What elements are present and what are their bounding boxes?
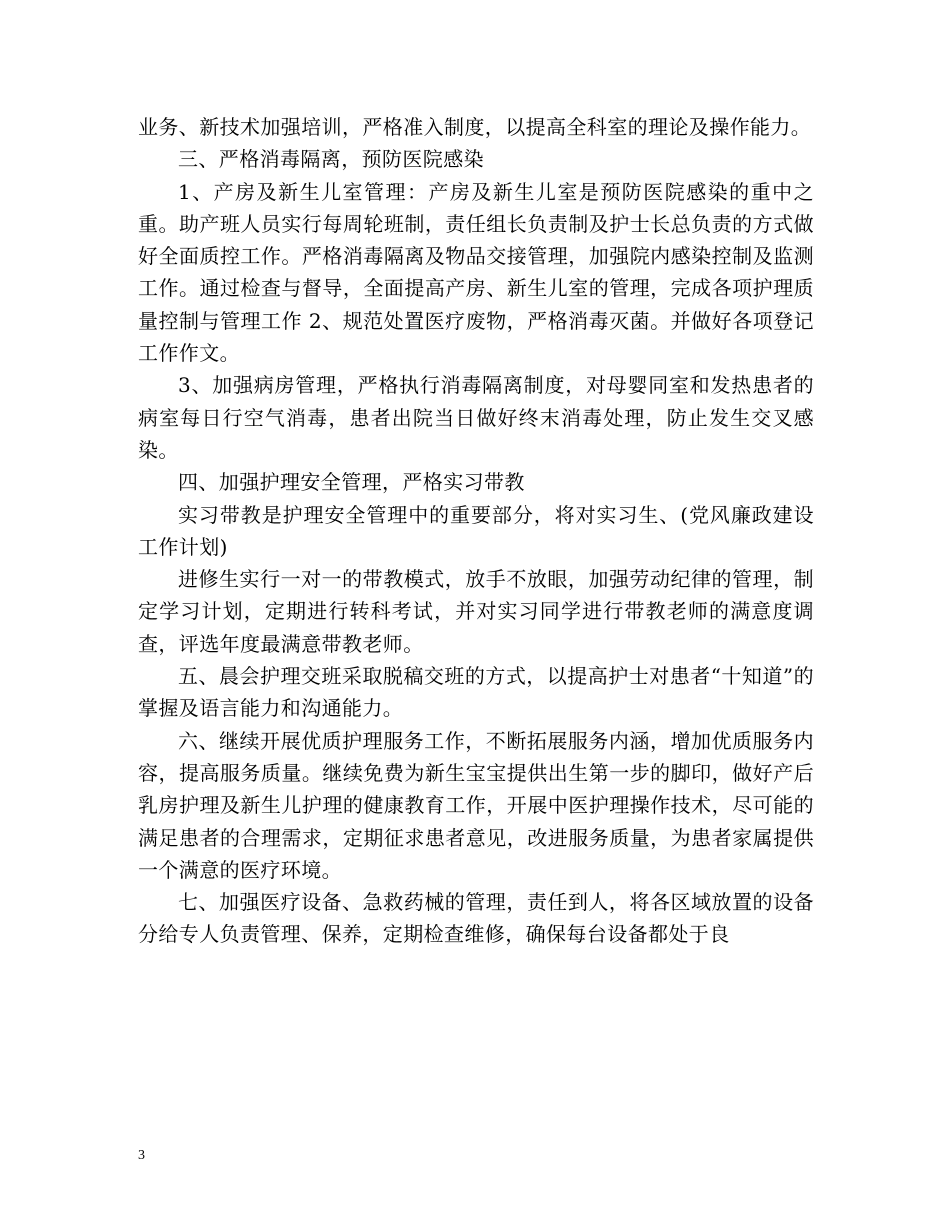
paragraph-morning-handover: 五、晨会护理交班采取脱稿交班的方式，以提高护士对患者“十知道”的掌握及语言能力和沟通能力。 [138,664,814,721]
paragraph-trainee-model: 进修生实行一对一的带教模式，放手不放眼，加强劳动纪律的管理，制定学习计划，定期进行转科考试，并对实习同学进行带教老师的满意度调查，评选年度最满意带教老师。 [138,567,814,656]
document-body [138,111,814,951]
paragraph-equipment-management: 七、加强医疗设备、急救药械的管理，责任到人，将各区域放置的设备分给专人负责管理、保养，定期检查维修，确保每台设备都处于良 [138,890,814,947]
paragraph-continuation: 业务、新技术加强培训，严格准入制度，以提高全科室的理论及操作能力。 [138,115,812,139]
section-heading-disinfection: 三、严格消毒隔离，预防医院感染 [178,147,484,172]
page-number: 3 [138,1148,145,1163]
section-heading-safety-teaching: 四、加强护理安全管理，严格实习带教 [178,470,525,495]
paragraph-quality-service: 六、继续开展优质护理服务工作，不断拓展服务内涵，增加优质服务内容，提高服务质量。继续免费为新生宝宝提供出生第一步的脚印，做好产后乳房护理及新生儿护理的健康教育工作，开展中医护理操作技术，尽可能的满足患者的合理需求，定期征求患者意见，改进服务质量，为患者家属提供一个满意的医疗环境。 [138,728,814,882]
paragraph-delivery-room: 1、产房及新生儿室管理：产房及新生儿室是预防医院感染的重中之重。助产班人员实行每周轮班制，责任组长负责制及护士长总负责的方式做好全面质控工作。严格消毒隔离及物品交接管理，加强院内感染控制及监测工作。通过检查与督导，全面提高产房、新生儿室的管理，完成各项护理质量控制与管理工作 2、规范处置医疗废物，严格消毒灭菌。并做好各项登记工作作文。 [138,179,814,366]
paragraph-ward-management: 3、加强病房管理，严格执行消毒隔离制度，对母婴同室和发热患者的病室每日行空气消毒，患者出院当日做好终末消毒处理，防止发生交叉感染。 [138,373,814,462]
paragraph-internship: 实习带教是护理安全管理中的重要部分，将对实习生、(党风廉政建设工作计划) [138,502,814,559]
